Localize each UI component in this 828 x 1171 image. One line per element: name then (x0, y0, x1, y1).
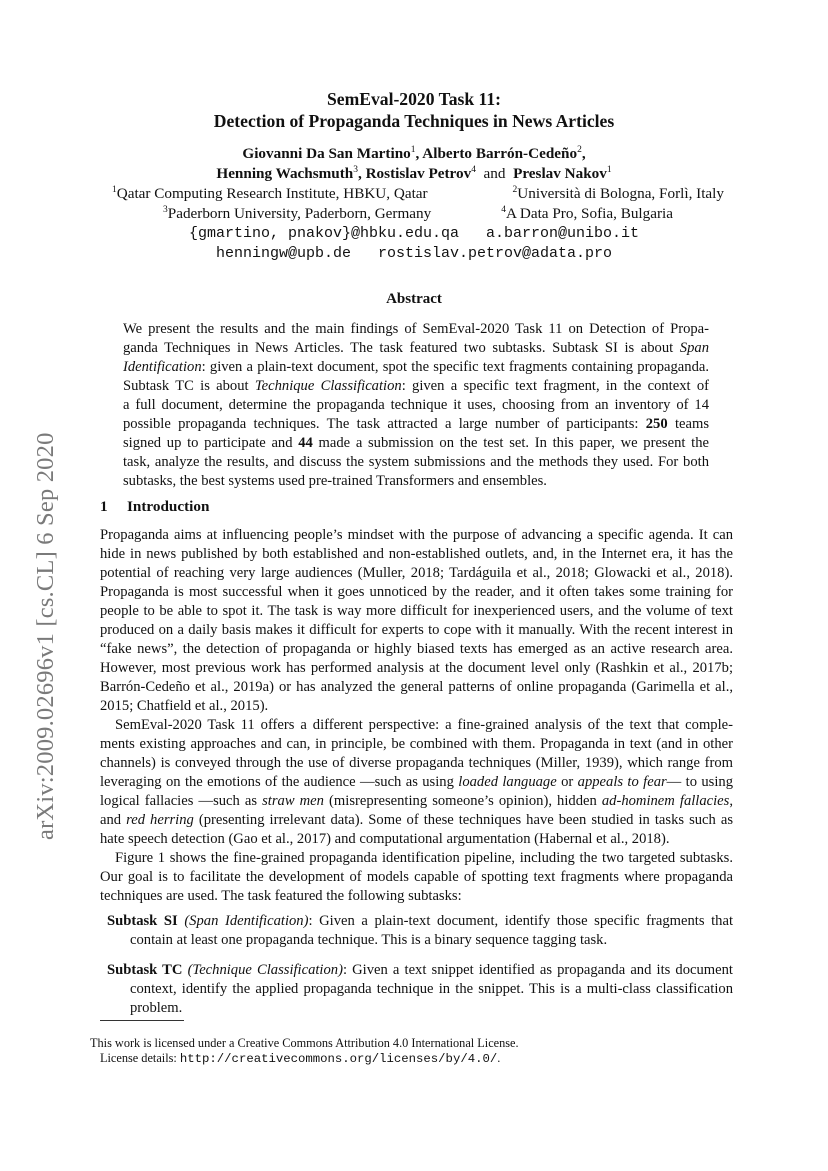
body-line: channels) is conveyed through the use of diverse propaganda techniques (Miller, 1939), which range from (100, 755, 733, 771)
body-line: potential of reaching very large audiences (Muller, 2018; Tardáguila et al., 2018; Glowacki et al., 2018). (100, 565, 733, 581)
email-line-1: {gmartino, pnakov}@hbku.edu.qa a.barron@unibo.it (188, 225, 640, 242)
author-affiliation-mark: 1 (606, 164, 612, 175)
author-affiliation-mark: 4 (471, 164, 476, 175)
subtask-tc-line: Subtask TC (Technique Classification): Given a text snippet identified as propaganda and its document (107, 962, 733, 978)
footnote-license: This work is licensed under a Creative Commons Attribution 4.0 International License. (90, 1036, 519, 1050)
affiliation: $^1$Qatar Computing Research Institute, HBKU, Qatar (112, 184, 428, 202)
author-affiliation-mark: 3 (353, 164, 358, 175)
abstract-line: ganda Techniques in News Articles. The task featured two subtasks. Subtask SI is about Span (123, 340, 709, 356)
body-line: and red herring (presenting irrelevant data). Some of these techniques have been studied in tasks such as (100, 812, 734, 828)
author-name: Rostislav Petrov (365, 165, 472, 182)
author-name: Preslav Nakov (513, 165, 607, 182)
abstract-line: a full document, determine the propaganda technique it uses, choosing from an inventory of 14 (123, 397, 709, 413)
paper-title-line-2: Detection of Propaganda Techniques in News Articles (213, 111, 615, 131)
footnote-rule (100, 1020, 184, 1021)
author-name: Alberto Barrón-Cedeño (422, 145, 578, 162)
body-line: Our goal is to facilitate the development of models capable of spotting text fragments where propaganda (100, 869, 733, 885)
section-heading-introduction (100, 497, 209, 516)
body-line: people to be able to spot it. The task is way more difficult for inexperienced users, and the volume of text (100, 603, 733, 619)
body-line: However, most previous work has performed analysis at the document level only (Rashkin et al., 2017b; (100, 660, 733, 676)
paper-title-line-1: SemEval-2020 Task 11: (326, 89, 502, 109)
author-name: Giovanni Da San Martino (242, 145, 411, 162)
body-line: leveraging on the emotions of the audience —such as using loaded language or appeals to fear— to using (100, 774, 733, 790)
affiliation-row-1 (112, 184, 724, 204)
affiliation-row-2 (163, 204, 673, 224)
author-conjunction: and (483, 165, 506, 182)
section-title: Introduction (127, 498, 210, 515)
abstract-line: task, analyze the results, and discuss the system submissions and the methods they used. For both (123, 454, 709, 470)
author-affiliation-mark: 1 (410, 144, 416, 155)
affiliation: $^2$Università di Bologna, Forlì, Italy (512, 184, 724, 202)
arxiv-identifier-stamp: arXiv:2009.02696v1 [cs.CL] 6 Sep 2020 (32, 432, 59, 840)
author-affiliation-mark: 2 (577, 144, 582, 155)
body-line: ments existing approaches and can, in principle, be combined with them. Propaganda in text (and in other (100, 736, 733, 752)
affiliation: $^3$Paderborn University, Paderborn, Germany (163, 204, 432, 222)
author-line-1: Giovanni Da San Martino$^1$, Alberto Barrón-Cedeño$^2$, (242, 144, 586, 162)
author-name: Henning Wachsmuth (216, 165, 354, 182)
subtask-label: Subtask SI (107, 913, 178, 929)
body-line: hate speech detection (Gao et al., 2017) and computational argumentation (Habernal et al., 2018). (100, 831, 670, 847)
email-line-2: henningw@upb.de rostislav.petrov@adata.pro (215, 245, 613, 262)
body-line: techniques are used. The task featured the following subtasks: (100, 888, 462, 904)
footnote-license-details: License details: http://creativecommons.org/licenses/by/4.0/. (100, 1051, 501, 1066)
author-line-2: Henning Wachsmuth$^3$, Rostislav Petrov$^4$ and Preslav Nakov$^1$ (216, 164, 612, 182)
license-url-link[interactable]: http://creativecommons.org/licenses/by/4.0/ (179, 1052, 498, 1066)
body-line: SemEval-2020 Task 11 offers a different perspective: a fine-grained analysis of the text that comple- (115, 717, 733, 733)
subtask-label: Subtask TC (107, 962, 183, 978)
abstract-line: subtasks, the best systems used pre-trained Transformers and ensembles. (123, 473, 547, 489)
abstract-line: signed up to participate and 44 made a submission on the test set. In this paper, we present the (123, 435, 709, 451)
affiliation: $^4$A Data Pro, Sofia, Bulgaria (501, 204, 673, 222)
body-line: Propaganda is most successful when it goes unnoticed by the reader, and it often takes some training for (100, 584, 733, 600)
body-line: Barrón-Cedeño et al., 2019a) or has analyzed the general patterns of online propaganda (Garimella et al., (100, 679, 733, 695)
body-line: 2015; Chatfield et al., 2015). (100, 698, 269, 714)
subtask-tc-line: problem. (130, 1000, 183, 1016)
abstract-line: Subtask TC is about Technique Classification: given a specific text fragment, in the context of (123, 378, 709, 394)
subtask-tc-line: context, identify the applied propaganda technique in the snippet. This is a multi-class classification (130, 981, 733, 997)
abstract-line: possible propaganda techniques. The task attracted a large number of participants: 250 teams (123, 416, 709, 432)
body-line: Propaganda aims at influencing people’s mindset with the purpose of advancing a specific agenda. It can (100, 527, 733, 543)
subtask-si-line: contain at least one propaganda technique. This is a binary sequence tagging task. (130, 932, 608, 948)
body-line: Figure 1 shows the fine-grained propaganda identification pipeline, including the two targeted subtasks. (115, 850, 733, 866)
body-line: produced on a daily basis makes it difficult for experts to cope with it manually. With the recent interest in (100, 622, 733, 638)
subtask-si-line: Subtask SI (Span Identification): Given a plain-text document, identify those specific fragments that (107, 913, 733, 929)
body-line: hide in news published by both established and non-established outlets, and, in the Internet era, it has the (100, 546, 733, 562)
body-line: “fake news”, the detection of propaganda or highly biased texts has emerged as an active research area. (100, 641, 733, 657)
body-line: logical fallacies —such as straw men (misrepresenting someone’s opinion), hidden ad-hominem fallacies, (100, 793, 733, 809)
abstract-line: Identification: given a plain-text document, spot the specific text fragments containing propaganda. (123, 359, 709, 375)
abstract-heading: Abstract (386, 291, 442, 307)
section-number: 1 (100, 498, 108, 515)
abstract-line: We present the results and the main findings of SemEval-2020 Task 11 on Detection of Propa- (123, 321, 709, 337)
